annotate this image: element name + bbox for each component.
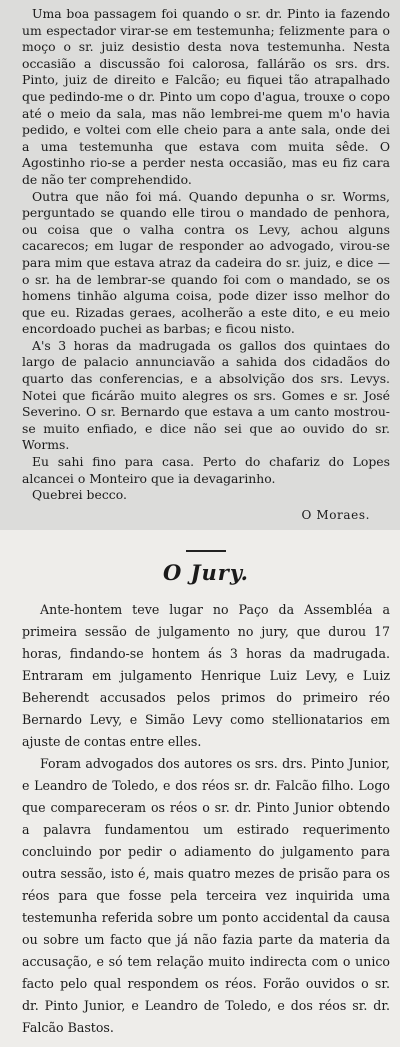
paragraph: A's 3 horas da madrugada os gallos dos quintaes do largo de palacio annunciavão a sahida dos cidadãos do quarto das conferencias, e a absolvição dos srs. Levys. Notei que ficárão muito alegres os srs. Gomes e sr. José Severino. O sr. Bernardo que estava a um canto mostrou-se muito enfiado, e dice não sei que ao ouvido do sr. Worms.: [22, 337, 390, 453]
paragraph: Outra que não foi má. Quando depunha o sr. Worms, perguntado se quando elle tirou o mandado de penhora, ou coisa que o valha contra os Levy, achou alguns cacarecos; em lugar de responder ao advogado, virou-se para mim que estava atraz da cadeira do sr. juiz, e dice — o sr. ha de lembrar-se quando foi com o mandado, se os homens tinhão alguma coisa, pode dizer isso melhor do que eu. Rizadas geraes, acolherão a este dito, e eu meio encordoado puchei as barbas; e ficou nisto.: [22, 188, 390, 337]
paragraph: Ante-hontem teve lugar no Paço da Assembléa a primeira sessão de julgamento no jury, que durou 17 horas, findando-se hontem ás 3 horas da madrugada. Entraram em julgamento Henrique Luiz Levy, e Luiz Beherendt accusados pelos primos do primeiro réo Bernardo Levy, e Simão Levy como stellionatarios em ajuste de contas entre elles.: [22, 602, 390, 749]
paragraph: Foram advogados dos autores os srs. drs. Pinto Junior, e Leandro de Toledo, e dos réos sr. dr. Falcão filho. Logo que compareceram os réos o sr. dr. Pinto Junior obtendo a palavra fundamentou um estirado requerimento concluindo por pedir o adiamento do julgamento para outra sessão, isto é, mais quatro mezes de prisão para os réos para que fosse pela terceira vez inquirida uma testemunha referida sobre um ponto accidental da causa ou sobre um facto que já não fazia parte da materia da accusação, e só tem relação muito indirecta com o unico facto pelo qual respondem os réos. Forão ouvidos o sr. dr. Pinto Junior, e Leandro de Toledo, e dos réos sr. dr. Falcão Bastos.: [22, 756, 390, 1035]
lower-column: [22, 530, 390, 1039]
author-signature: O Moraes.: [301, 507, 370, 522]
upper-column: [22, 6, 390, 522]
paragraph: Eu sahi fino para casa. Perto do chafariz do Lopes alcancei o Monteiro que ia devagarinho.: [22, 454, 390, 486]
paragraph: Quebrei becco.: [32, 487, 127, 503]
article-title: O Jury.: [163, 560, 249, 585]
section-divider: [186, 550, 226, 552]
paragraph: Uma boa passagem foi quando o sr. dr. Pinto ia fazendo um espectador virar-se em testemunha; felizmente para o moço o sr. juiz desistio desta nova testemunha. Nesta occasião a discussão foi calorosa, fallárão os srs. drs. Pinto, juiz de direito e Falcão; eu fiquei tão atrapalhado que pedindo-me o dr. Pinto um copo d'agua, trouxe o copo até o meio da sala, mas não lembrei-me quem m'o havia pedido, e voltei com elle cheio para a ante sala, onde dei a uma testemunha que estava com muita sêde. O Agostinho rio-se a perder nesta occasião, mas eu fiz cara de não ter comprehendido.: [22, 6, 390, 187]
lower-section: [0, 530, 400, 1047]
